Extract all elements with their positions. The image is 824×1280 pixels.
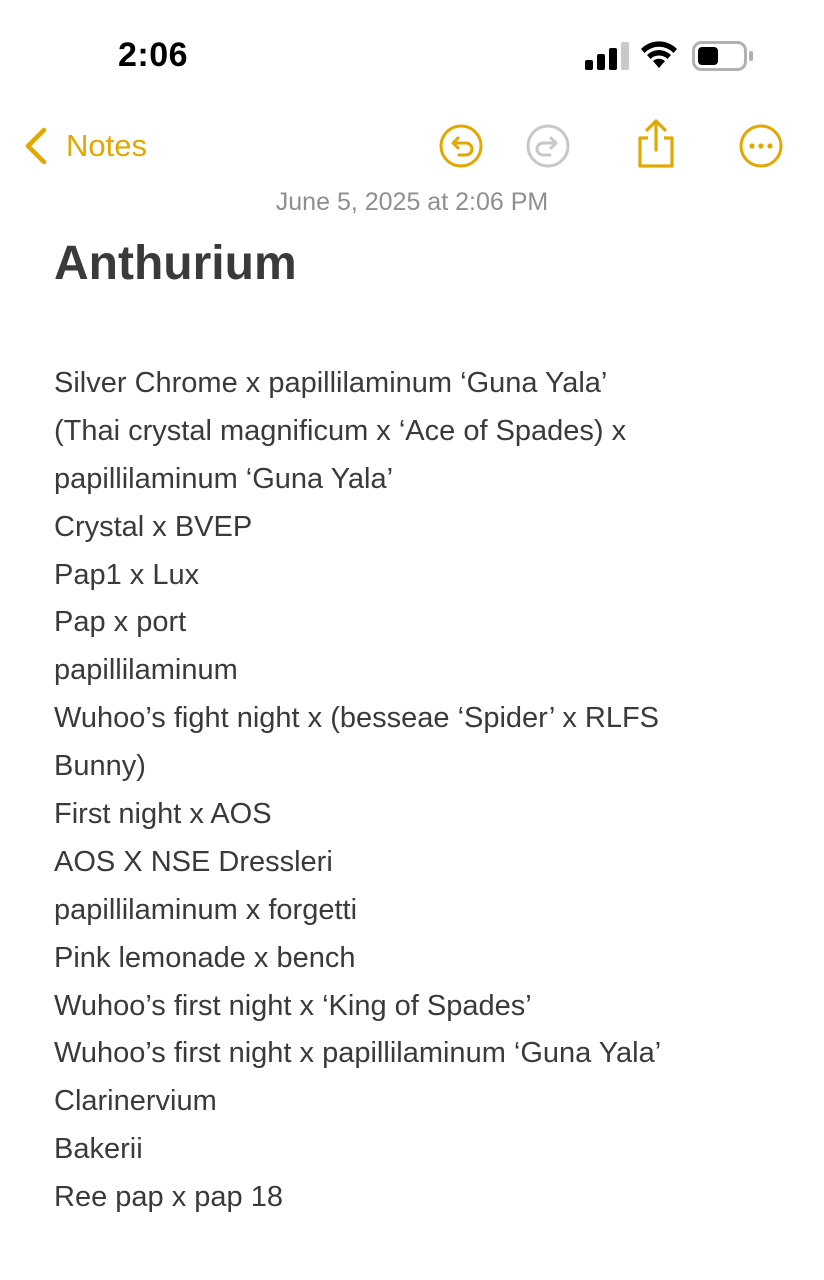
note-line[interactable]: Clarinervium [54,1085,217,1118]
undo-icon [438,123,484,169]
note-line[interactable]: Crystal x BVEP [54,510,253,543]
share-button[interactable] [632,118,680,170]
note-line[interactable]: Pap x port [54,606,187,639]
redo-button[interactable] [525,123,571,169]
note-line[interactable]: Wuhoo’s fight night x (besseae ‘Spider’ x RLFS [54,702,660,735]
note-line[interactable]: papillilaminum ‘Guna Yala’ [54,462,394,495]
note-line[interactable]: Ree pap x pap 18 [54,1181,283,1214]
note-line[interactable]: Wuhoo’s first night x papillilaminum ‘Guna Yala’ [54,1037,662,1070]
note-line[interactable]: papillilaminum [54,654,238,687]
back-label: Notes [66,128,147,163]
note-line[interactable]: papillilaminum x forgetti [54,893,358,926]
cellular-signal-icon [585,42,629,70]
more-button[interactable] [738,123,784,169]
note-date: June 5, 2025 at 2:06 PM [275,188,549,216]
note-line[interactable]: Pap1 x Lux [54,558,200,591]
wifi-icon [640,40,678,70]
chevron-left-icon [22,126,50,166]
note-line[interactable]: Bakerii [54,1133,143,1166]
undo-button[interactable] [438,123,484,169]
note-line[interactable]: First night x AOS [54,798,272,831]
note-line[interactable]: AOS X NSE Dressleri [54,845,333,878]
note-line[interactable]: Silver Chrome x papillilaminum ‘Guna Yala’ [54,367,608,399]
status-time: 2:06 [118,36,189,74]
note-line[interactable]: (Thai crystal magnificum x ‘Ace of Spades) x [54,414,627,447]
note-line[interactable]: Pink lemonade x bench [54,941,356,974]
status-bar [0,0,824,100]
redo-icon [525,123,571,169]
note-line[interactable]: Bunny) [54,750,146,783]
more-icon [738,123,784,169]
note-body[interactable] [54,360,774,1222]
battery-icon [692,41,754,71]
share-icon [632,118,680,170]
note-line[interactable]: Wuhoo’s first night x ‘King of Spades’ [54,989,532,1022]
note-title[interactable]: Anthurium [54,237,297,290]
back-button[interactable] [22,124,147,168]
